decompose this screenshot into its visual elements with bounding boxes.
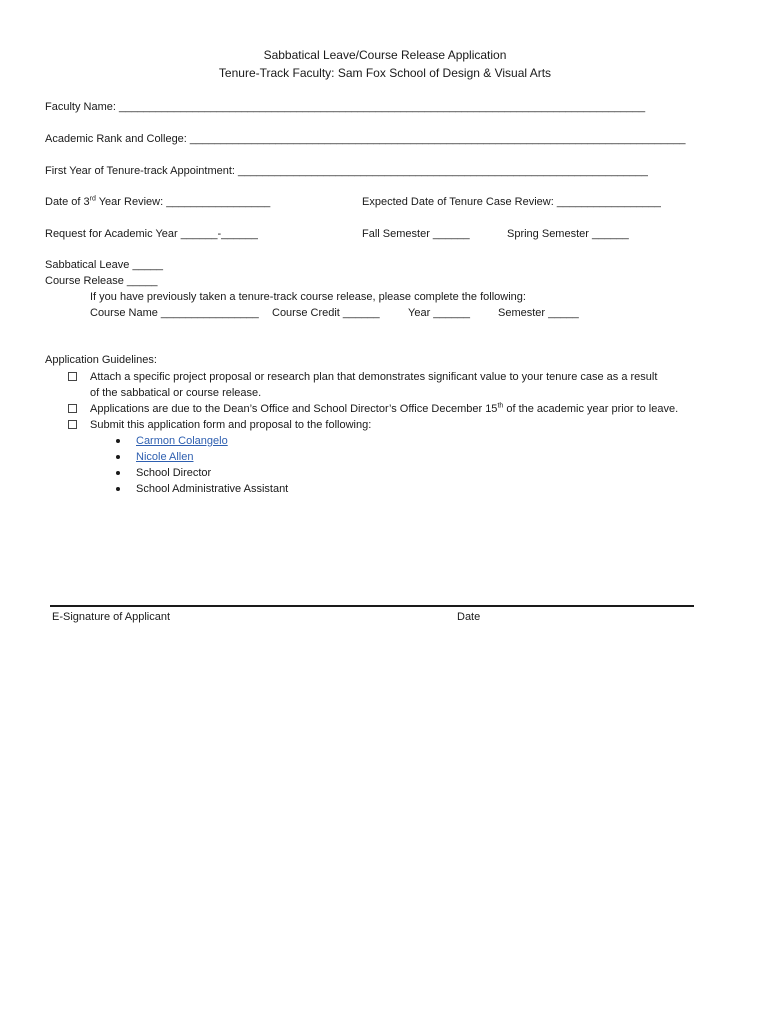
third-year-review-sup: rd [89,195,96,203]
recipient-link-carmon-colangelo[interactable]: Carmon Colangelo [136,435,228,447]
checkbox-icon[interactable] [68,372,77,381]
previous-release-note: If you have previously taken a tenure-track course release, please complete the following: [90,291,526,303]
third-year-review-prefix: Date of 3 [45,196,90,208]
academic-rank-field[interactable]: Academic Rank and College: _________________________________________________________________________________ [45,133,686,145]
recipient-link-nicole-allen[interactable]: Nicole Allen [136,451,194,463]
spring-semester-field[interactable]: Spring Semester ______ [507,228,629,240]
signature-line[interactable] [50,605,694,607]
course-release-field[interactable]: Course Release _____ [45,275,158,287]
bullet-icon [116,439,120,443]
expected-tenure-field[interactable]: Expected Date of Tenure Case Review: _________________ [362,196,661,208]
guideline-item-2-sup: th [497,402,504,410]
semester-field[interactable]: Semester _____ [498,307,579,319]
guideline-item-1-line-2: of the sabbatical or course release. [90,387,262,399]
guideline-item-1-line-1: Attach a specific project proposal or research plan that demonstrates significant value to your tenure case as a result [90,371,658,383]
date-label: Date [457,611,481,623]
guideline-item-2-suffix: of the academic year prior to leave. [503,403,679,415]
form-title: Sabbatical Leave/Course Release Application [263,48,507,62]
first-year-field[interactable]: First Year of Tenure-track Appointment: ___________________________________________________________________ [45,165,648,177]
sabbatical-leave-field[interactable]: Sabbatical Leave _____ [45,259,164,271]
course-name-field[interactable]: Course Name ________________ [90,307,259,319]
course-credit-field[interactable]: Course Credit ______ [272,307,380,319]
fall-semester-field[interactable]: Fall Semester ______ [362,228,470,240]
recipient-admin-assistant: School Administrative Assistant [136,483,289,495]
recipient-school-director: School Director [136,467,212,479]
guideline-item-3: Submit this application form and proposal to the following: [90,419,372,431]
third-year-review-suffix: Year Review: _________________ [95,196,271,208]
guideline-item-2-prefix: Applications are due to the Dean’s Office and School Director’s Office December 15 [90,403,498,415]
bullet-icon [116,487,120,491]
form-subtitle: Tenure-Track Faculty: Sam Fox School of Design & Visual Arts [218,66,552,80]
checkbox-icon[interactable] [68,420,77,429]
faculty-name-field[interactable]: Faculty Name: ______________________________________________________________________________________ [45,101,646,113]
year-field[interactable]: Year ______ [408,307,470,319]
bullet-icon [116,471,120,475]
third-year-review-field[interactable] [45,195,270,209]
checkbox-icon[interactable] [68,404,77,413]
signature-label: E-Signature of Applicant [52,611,171,623]
guidelines-heading: Application Guidelines: [45,354,157,366]
bullet-icon [116,455,120,459]
request-academic-year-field[interactable]: Request for Academic Year ______-______ [45,228,258,240]
guideline-item-2 [90,402,678,416]
